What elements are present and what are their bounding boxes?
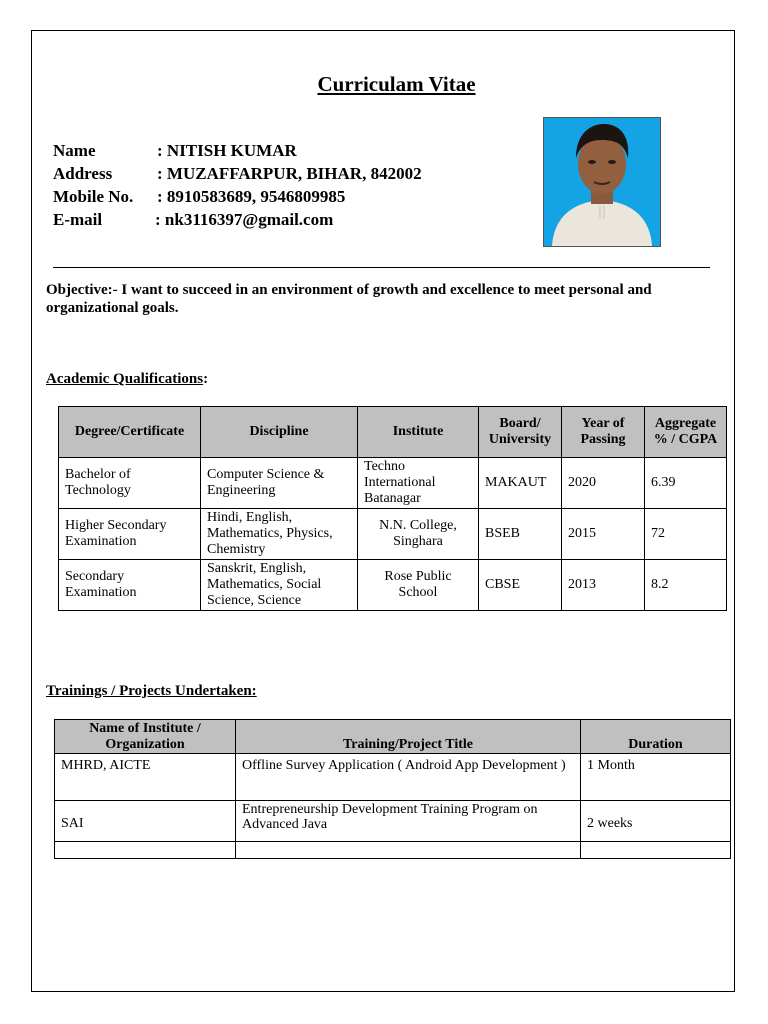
column-header: Institute — [358, 407, 479, 458]
column-header: Degree/Certificate — [59, 407, 201, 458]
table-cell: 2 weeks — [581, 801, 731, 842]
table-row — [55, 801, 731, 842]
academic-heading-label: Academic Qualifications — [46, 371, 204, 387]
table-cell: 2013 — [562, 560, 645, 611]
table-cell: Computer Science & Engineering — [201, 458, 358, 509]
info-label: Address — [53, 164, 113, 183]
table-row — [55, 842, 731, 859]
table-cell: Entrepreneurship Development Training Program on Advanced Java — [236, 801, 581, 842]
table-cell — [236, 842, 581, 859]
table-cell: Rose Public School — [358, 560, 479, 611]
table-cell: Bachelor of Technology — [59, 458, 201, 509]
table-cell: 2015 — [562, 509, 645, 560]
info-label: Mobile No. — [53, 187, 134, 206]
column-header: Board/ University — [479, 407, 562, 458]
academic-heading — [46, 371, 208, 388]
table-cell: Secondary Examination — [59, 560, 201, 611]
table-cell: SAI — [55, 801, 236, 842]
trainings-heading — [46, 683, 257, 700]
email-row — [53, 208, 422, 231]
academic-heading-colon: : — [203, 371, 209, 387]
column-header: Year of Passing — [562, 407, 645, 458]
info-value: : NITISH KUMAR — [157, 141, 297, 160]
name-row — [53, 139, 422, 162]
table-row — [59, 560, 727, 611]
column-header: Duration — [581, 720, 731, 754]
profile-photo-image — [544, 118, 660, 246]
trainings-heading-label: Trainings / Projects Undertaken: — [46, 683, 257, 699]
mobile-row — [53, 185, 422, 208]
table-cell: MHRD, AICTE — [55, 754, 236, 801]
table-cell: 6.39 — [645, 458, 727, 509]
table-cell: Offline Survey Application ( Android App Development ) — [236, 754, 581, 801]
table-cell: 1 Month — [581, 754, 731, 801]
table-cell: CBSE — [479, 560, 562, 611]
info-value: : nk3116397@gmail.com — [155, 210, 334, 229]
profile-photo — [543, 117, 661, 247]
table-cell — [55, 842, 236, 859]
academic-table — [58, 406, 727, 611]
table-cell: 2020 — [562, 458, 645, 509]
table-cell: BSEB — [479, 509, 562, 560]
table-header-row — [55, 720, 731, 754]
table-cell: Techno International Batanagar — [358, 458, 479, 509]
table-row — [55, 754, 731, 801]
trainings-table — [54, 719, 731, 859]
info-value: : MUZAFFARPUR, BIHAR, 842002 — [157, 164, 422, 183]
address-row — [53, 162, 422, 185]
personal-info — [53, 139, 422, 231]
column-header: Training/Project Title — [236, 720, 581, 754]
column-header: Name of Institute / Organization — [55, 720, 236, 754]
info-label: E-mail — [53, 210, 103, 229]
info-label: Name — [53, 141, 96, 160]
divider-line — [53, 267, 710, 268]
table-cell: Higher Secondary Examination — [59, 509, 201, 560]
info-value: : 8910583689, 9546809985 — [157, 187, 346, 206]
table-cell — [581, 842, 731, 859]
table-row — [59, 458, 727, 509]
table-cell: N.N. College, Singhara — [358, 509, 479, 560]
table-cell: MAKAUT — [479, 458, 562, 509]
table-cell: 8.2 — [645, 560, 727, 611]
table-cell: Hindi, English, Mathematics, Physics, Chemistry — [201, 509, 358, 560]
column-header: Discipline — [201, 407, 358, 458]
objective-text: Objective:- I want to succeed in an environment of growth and excellence to meet personal and organizational goals. — [46, 282, 652, 316]
table-cell: Sanskrit, English, Mathematics, Social Science, Science — [201, 560, 358, 611]
table-header-row — [59, 407, 727, 458]
table-cell: 72 — [645, 509, 727, 560]
document-title: Curriculam Vitae — [317, 72, 476, 96]
column-header: Aggregate % / CGPA — [645, 407, 727, 458]
table-row — [59, 509, 727, 560]
